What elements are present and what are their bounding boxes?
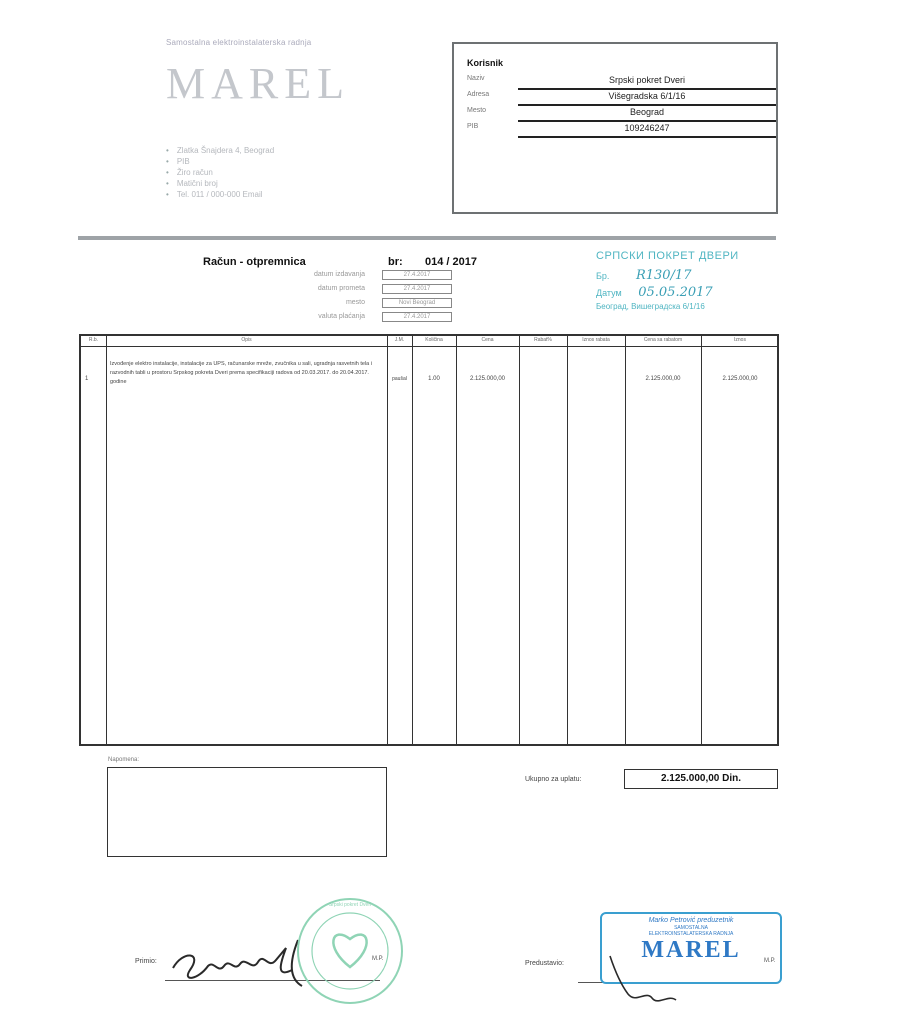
row-price: 2.125.000,00 (469, 376, 506, 382)
customer-row-line (518, 120, 776, 122)
meta-value-issue-date: 27.4.2017 (382, 270, 452, 280)
document-number-label: br: (388, 256, 403, 268)
row-unit: paušal (392, 376, 407, 382)
signature-received-label: Primio: (135, 958, 157, 965)
th-description: Opis (241, 337, 252, 343)
notes-box (107, 767, 387, 857)
customer-label-city: Mesto (467, 107, 487, 114)
items-table (79, 334, 779, 746)
th-no: R.b. (88, 337, 99, 343)
table-column-line (519, 336, 520, 744)
meta-label-issue-date: datum izdavanja (314, 271, 365, 278)
seller-tagline: Samostalna elektroinstalaterska radnja (166, 38, 312, 47)
row-description: Izvođenje elektro instalacije, instalacije za UPS, računarske mreže, zvučnika u sali, ugradnja rasvetnih tela i razvodnih tabli u prostoru Srpskog pokreta Dveri prema specifikaciji radova od 20.03.2017. do 20.04.2017. godine (110, 361, 372, 385)
seller-detail: • Matični broj (166, 178, 274, 189)
mp-received: M.P. (372, 956, 384, 962)
seller-logo: MAREL (166, 59, 350, 108)
table-column-line (625, 336, 626, 744)
seller-detail: • Tel. 011 / 000-000 Email (166, 189, 274, 200)
th-price: Cena (481, 337, 494, 343)
customer-value-name: Srpski pokret Dveri (608, 75, 686, 85)
row-quantity: 1.00 (428, 376, 440, 382)
th-discount-amount: Iznos rabata (582, 337, 610, 343)
seller-detail: • Zlatka Šnajdera 4, Beograd (166, 145, 274, 156)
seller-detail: • PIB (166, 156, 274, 167)
received-stamp (596, 250, 786, 311)
th-unit: J.M. (394, 337, 405, 343)
th-price-after-discount: Cena sa rabatom (643, 337, 683, 343)
seller-stamp-line1: Marko Petrović preduzetnik (648, 917, 734, 924)
customer-value-address: Višegradska 6/1/16 (608, 91, 686, 101)
seller-stamp-line3: ELEKTROINSTALATERSKA RADNJA (648, 931, 734, 937)
table-column-line (456, 336, 457, 744)
document-number: 014 / 2017 (425, 256, 477, 268)
table-column-line (106, 336, 107, 744)
customer-row-line (518, 104, 776, 106)
customer-value-city: Beograd (629, 107, 665, 117)
customer-value-pib: 109246247 (624, 123, 670, 133)
table-column-line (412, 336, 413, 744)
total-value: 2.125.000,00 Din. (624, 769, 778, 789)
received-round-stamp (294, 895, 406, 1007)
signature-issued-label: Predustavio: (525, 960, 564, 967)
signature-issued-handwriting (606, 950, 696, 1010)
received-stamp-number: R130/17 (635, 268, 692, 283)
customer-row-line (518, 136, 776, 138)
table-column-line (387, 336, 388, 744)
received-stamp-number-row (596, 268, 786, 283)
th-amount: Iznos (734, 337, 746, 343)
received-round-stamp-text: Srpski pokret Dveri (328, 902, 372, 908)
customer-label-name: Naziv (467, 75, 485, 82)
th-quantity: Količina (425, 337, 443, 343)
customer-row-line (518, 88, 776, 90)
seller-stamp-line2: SAMOSTALNA (674, 925, 708, 931)
seller-details (166, 145, 274, 200)
customer-title: Korisnik (467, 58, 504, 68)
th-discount-pct: Rabat% (534, 337, 552, 343)
meta-label-turnover-date: datum prometa (317, 285, 365, 292)
table-header-line (81, 346, 777, 347)
notes-label: Napomena: (108, 757, 140, 763)
row-no: 1 (85, 376, 89, 382)
received-stamp-title: СРПСКИ ПОКРЕТ ДВЕРИ (596, 250, 739, 262)
customer-label-pib: PIB (467, 123, 479, 130)
customer-label-address: Adresa (467, 91, 490, 98)
document-title: Račun - otpremnica (203, 256, 306, 268)
row-amount: 2.125.000,00 (722, 376, 758, 382)
seller-detail: • Žiro račun (166, 167, 274, 178)
meta-label-payment-date: valuta plaćanja (318, 313, 365, 320)
received-stamp-date-label: Датум (596, 288, 622, 298)
received-stamp-address: Београд, Вишеградска 6/1/16 (596, 302, 705, 311)
received-stamp-date-row (596, 285, 786, 300)
row-price-after-discount: 2.125.000,00 (645, 376, 681, 382)
meta-value-place: Novi Beograd (382, 298, 452, 308)
header-divider (78, 236, 776, 240)
table-column-line (567, 336, 568, 744)
table-column-line (701, 336, 702, 744)
seller-stamp-logo: MAREL (641, 937, 741, 963)
meta-label-place: mesto (345, 299, 365, 306)
meta-value-payment-date: 27.4.2017 (382, 312, 452, 322)
received-stamp-number-label: Бр. (596, 271, 610, 281)
meta-value-turnover-date: 27.4.2017 (382, 284, 452, 294)
mp-issued: M.P. (764, 958, 776, 964)
received-stamp-date: 05.05.2017 (638, 285, 713, 300)
total-label: Ukupno za uplatu: (525, 776, 582, 783)
